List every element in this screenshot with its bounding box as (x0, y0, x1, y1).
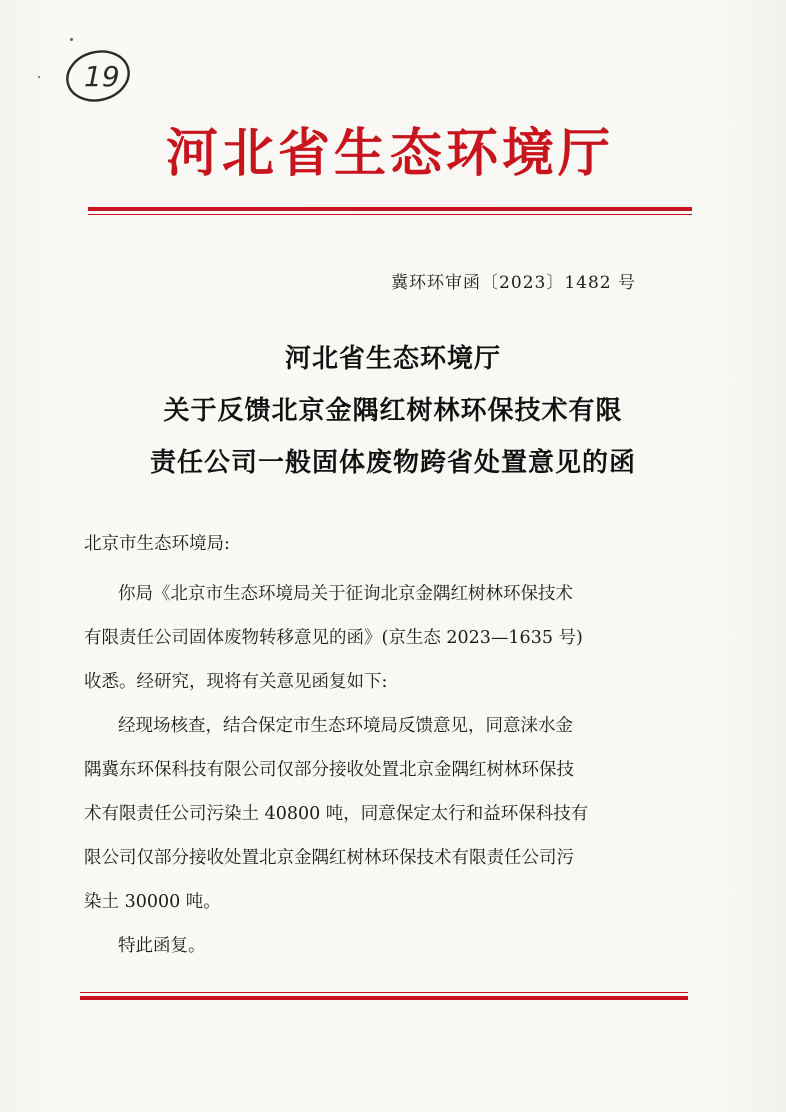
body-line: 有限责任公司固体废物转移意见的函》(京生态 2023—1635 号) (84, 628, 583, 648)
document-title-line-2: 关于反馈北京金隅红树林环保技术有限 (163, 396, 623, 426)
body-line: 染土 30000 吨。 (84, 892, 221, 912)
body-line: 隅冀东环保科技有限公司仅部分接收处置北京金隅红树林环保技 (84, 760, 574, 780)
addressee: 北京市生态环境局: (84, 534, 230, 554)
document-title-line-1: 河北省生态环境厅 (284, 344, 501, 374)
body-line: 收悉。经研究，现将有关意见函复如下: (84, 672, 388, 692)
closing-remark: 特此函复。 (118, 936, 206, 956)
footer-red-rule-thin (80, 992, 688, 993)
scan-speck (70, 38, 73, 41)
handwritten-page-number-mark (62, 44, 134, 106)
body-line: 经现场核查，结合保定市生态环境局反馈意见，同意涞水金 (118, 716, 573, 736)
svg-text:19: 19 (84, 60, 120, 93)
scan-speck (38, 76, 40, 78)
letterhead-red-rule-thick (88, 207, 692, 211)
body-line: 限公司仅部分接收处置北京金隅红树林环保技术有限责任公司污 (84, 848, 574, 868)
document-number: 冀环环审函〔2023〕1482 号 (391, 273, 636, 293)
document-title-line-3: 责任公司一般固体废物跨省处置意见的函 (149, 448, 636, 478)
agency-letterhead: 河北省生态环境厅 (165, 124, 614, 184)
footer-red-rule-thick (80, 996, 688, 1000)
body-line: 你局《北京市生态环境局关于征询北京金隅红树林环保技术 (118, 584, 573, 604)
body-line: 术有限责任公司污染土 40800 吨，同意保定太行和益环保科技有 (84, 804, 589, 824)
letterhead-red-rule-thin (88, 214, 692, 215)
